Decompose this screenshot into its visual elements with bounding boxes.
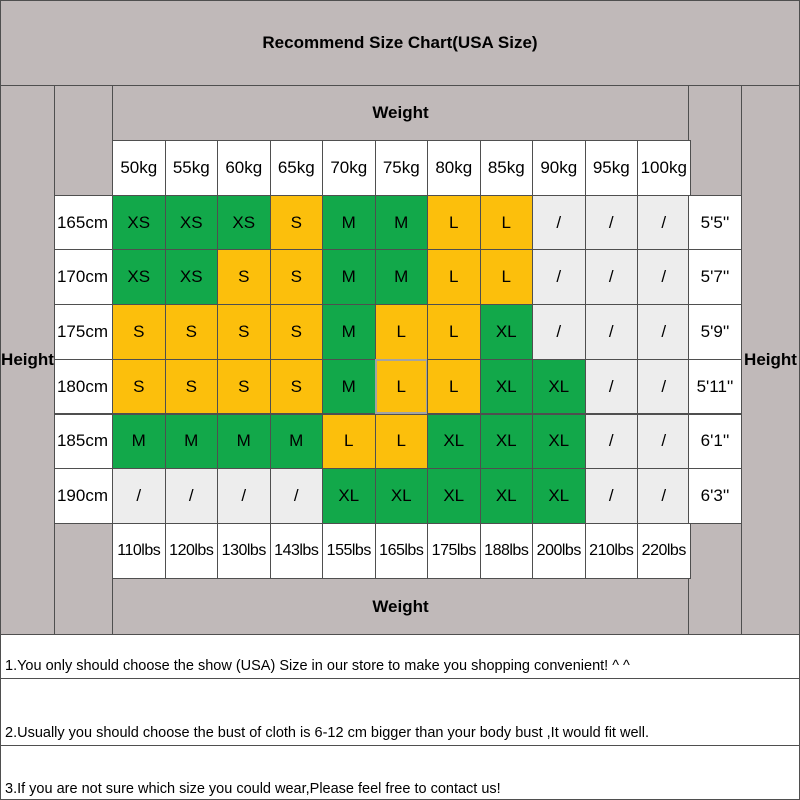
size-cell: S [270, 359, 324, 415]
size-cell: L [375, 359, 429, 415]
size-cell: M [270, 414, 324, 470]
height-ft-label: 6'1'' [688, 414, 742, 470]
size-cell: XL [480, 304, 534, 360]
height-cm-label: 170cm [54, 249, 113, 305]
height-cm-label: 175cm [54, 304, 113, 360]
size-cell: / [165, 468, 219, 524]
size-cell: L [427, 195, 481, 251]
size-cell: XL [480, 414, 534, 470]
size-cell: S [112, 304, 166, 360]
weight-lbs-header: 130lbs [217, 523, 271, 579]
size-cell: XL [532, 414, 586, 470]
size-cell: XL [322, 468, 376, 524]
note-1: 1.You only should choose the show (USA) Size in our store to make you shopping convenient! ^ ^ [0, 634, 800, 679]
size-cell: S [165, 359, 219, 415]
size-cell: L [480, 249, 534, 305]
inner-right-bottom-corner [688, 523, 742, 635]
height-cm-label: 165cm [54, 195, 113, 251]
height-ft-label: 5'9'' [688, 304, 742, 360]
size-cell: / [585, 195, 639, 251]
weight-kg-header: 60kg [217, 140, 271, 196]
size-cell: XS [165, 249, 219, 305]
weight-lbs-header: 143lbs [270, 523, 324, 579]
weight-kg-header: 70kg [322, 140, 376, 196]
size-cell: / [637, 468, 691, 524]
size-cell: / [637, 359, 691, 415]
size-cell: / [637, 304, 691, 360]
weight-lbs-header: 120lbs [165, 523, 219, 579]
weight-header-bottom: Weight [112, 578, 689, 635]
size-cell: S [217, 304, 271, 360]
size-cell: / [585, 249, 639, 305]
size-cell: / [270, 468, 324, 524]
weight-kg-header: 80kg [427, 140, 481, 196]
size-cell: M [375, 195, 429, 251]
size-cell: M [322, 304, 376, 360]
weight-kg-header: 90kg [532, 140, 586, 196]
weight-kg-header: 85kg [480, 140, 534, 196]
size-cell: / [532, 304, 586, 360]
size-cell: / [637, 414, 691, 470]
size-cell: S [217, 359, 271, 415]
size-cell: XS [112, 195, 166, 251]
size-cell: S [270, 249, 324, 305]
size-cell: L [375, 304, 429, 360]
chart-title: Recommend Size Chart(USA Size) [0, 0, 800, 86]
size-cell: / [585, 304, 639, 360]
note-3: 3.If you are not sure which size you could wear,Please feel free to contact us! [0, 745, 800, 800]
size-cell: XS [217, 195, 271, 251]
weight-lbs-header: 200lbs [532, 523, 586, 579]
size-cell: M [322, 249, 376, 305]
weight-kg-header: 55kg [165, 140, 219, 196]
inner-left-top-corner [54, 85, 113, 196]
size-cell: L [427, 359, 481, 415]
size-cell: L [322, 414, 376, 470]
weight-lbs-header: 210lbs [585, 523, 639, 579]
size-cell: L [480, 195, 534, 251]
size-cell: L [427, 304, 481, 360]
weight-lbs-header: 165lbs [375, 523, 429, 579]
height-cm-label: 180cm [54, 359, 113, 415]
weight-header-top: Weight [112, 85, 689, 141]
size-cell: S [270, 195, 324, 251]
inner-right-top-corner [688, 85, 742, 196]
size-cell: M [375, 249, 429, 305]
size-cell: XS [165, 195, 219, 251]
size-cell: S [165, 304, 219, 360]
size-cell: / [637, 195, 691, 251]
weight-lbs-header: 220lbs [637, 523, 691, 579]
size-cell: XL [532, 359, 586, 415]
height-cm-label: 185cm [54, 414, 113, 470]
height-ft-label: 6'3'' [688, 468, 742, 524]
weight-kg-header: 100kg [637, 140, 691, 196]
size-cell: M [217, 414, 271, 470]
size-cell: XL [480, 359, 534, 415]
right-height-label: Height [744, 350, 797, 369]
size-cell: / [532, 195, 586, 251]
weight-kg-header: 65kg [270, 140, 324, 196]
size-cell: L [375, 414, 429, 470]
size-cell: M [322, 359, 376, 415]
height-ft-label: 5'7'' [688, 249, 742, 305]
note-2: 2.Usually you should choose the bust of cloth is 6-12 cm bigger than your body bust ,It would fit well. [0, 678, 800, 746]
weight-kg-header: 75kg [375, 140, 429, 196]
size-cell: / [637, 249, 691, 305]
size-cell: S [112, 359, 166, 415]
size-cell: / [217, 468, 271, 524]
size-cell: S [270, 304, 324, 360]
size-cell: / [585, 468, 639, 524]
height-ft-label: 5'11'' [688, 359, 742, 415]
size-cell: / [112, 468, 166, 524]
size-cell: S [217, 249, 271, 305]
height-ft-label: 5'5'' [688, 195, 742, 251]
weight-kg-header: 95kg [585, 140, 639, 196]
size-cell: XL [375, 468, 429, 524]
size-cell: XL [532, 468, 586, 524]
size-cell: XL [480, 468, 534, 524]
weight-kg-header: 50kg [112, 140, 166, 196]
height-cm-label: 190cm [54, 468, 113, 524]
size-cell: L [427, 249, 481, 305]
size-cell: M [165, 414, 219, 470]
size-cell: / [532, 249, 586, 305]
size-cell: M [322, 195, 376, 251]
size-cell: / [585, 414, 639, 470]
weight-lbs-header: 155lbs [322, 523, 376, 579]
weight-lbs-header: 175lbs [427, 523, 481, 579]
left-height-label: Height [1, 350, 54, 369]
size-cell: M [112, 414, 166, 470]
weight-lbs-header: 188lbs [480, 523, 534, 579]
size-cell: / [585, 359, 639, 415]
weight-lbs-header: 110lbs [112, 523, 166, 579]
inner-left-bottom-corner [54, 523, 113, 635]
size-cell: XS [112, 249, 166, 305]
size-cell: XL [427, 468, 481, 524]
size-cell: XL [427, 414, 481, 470]
